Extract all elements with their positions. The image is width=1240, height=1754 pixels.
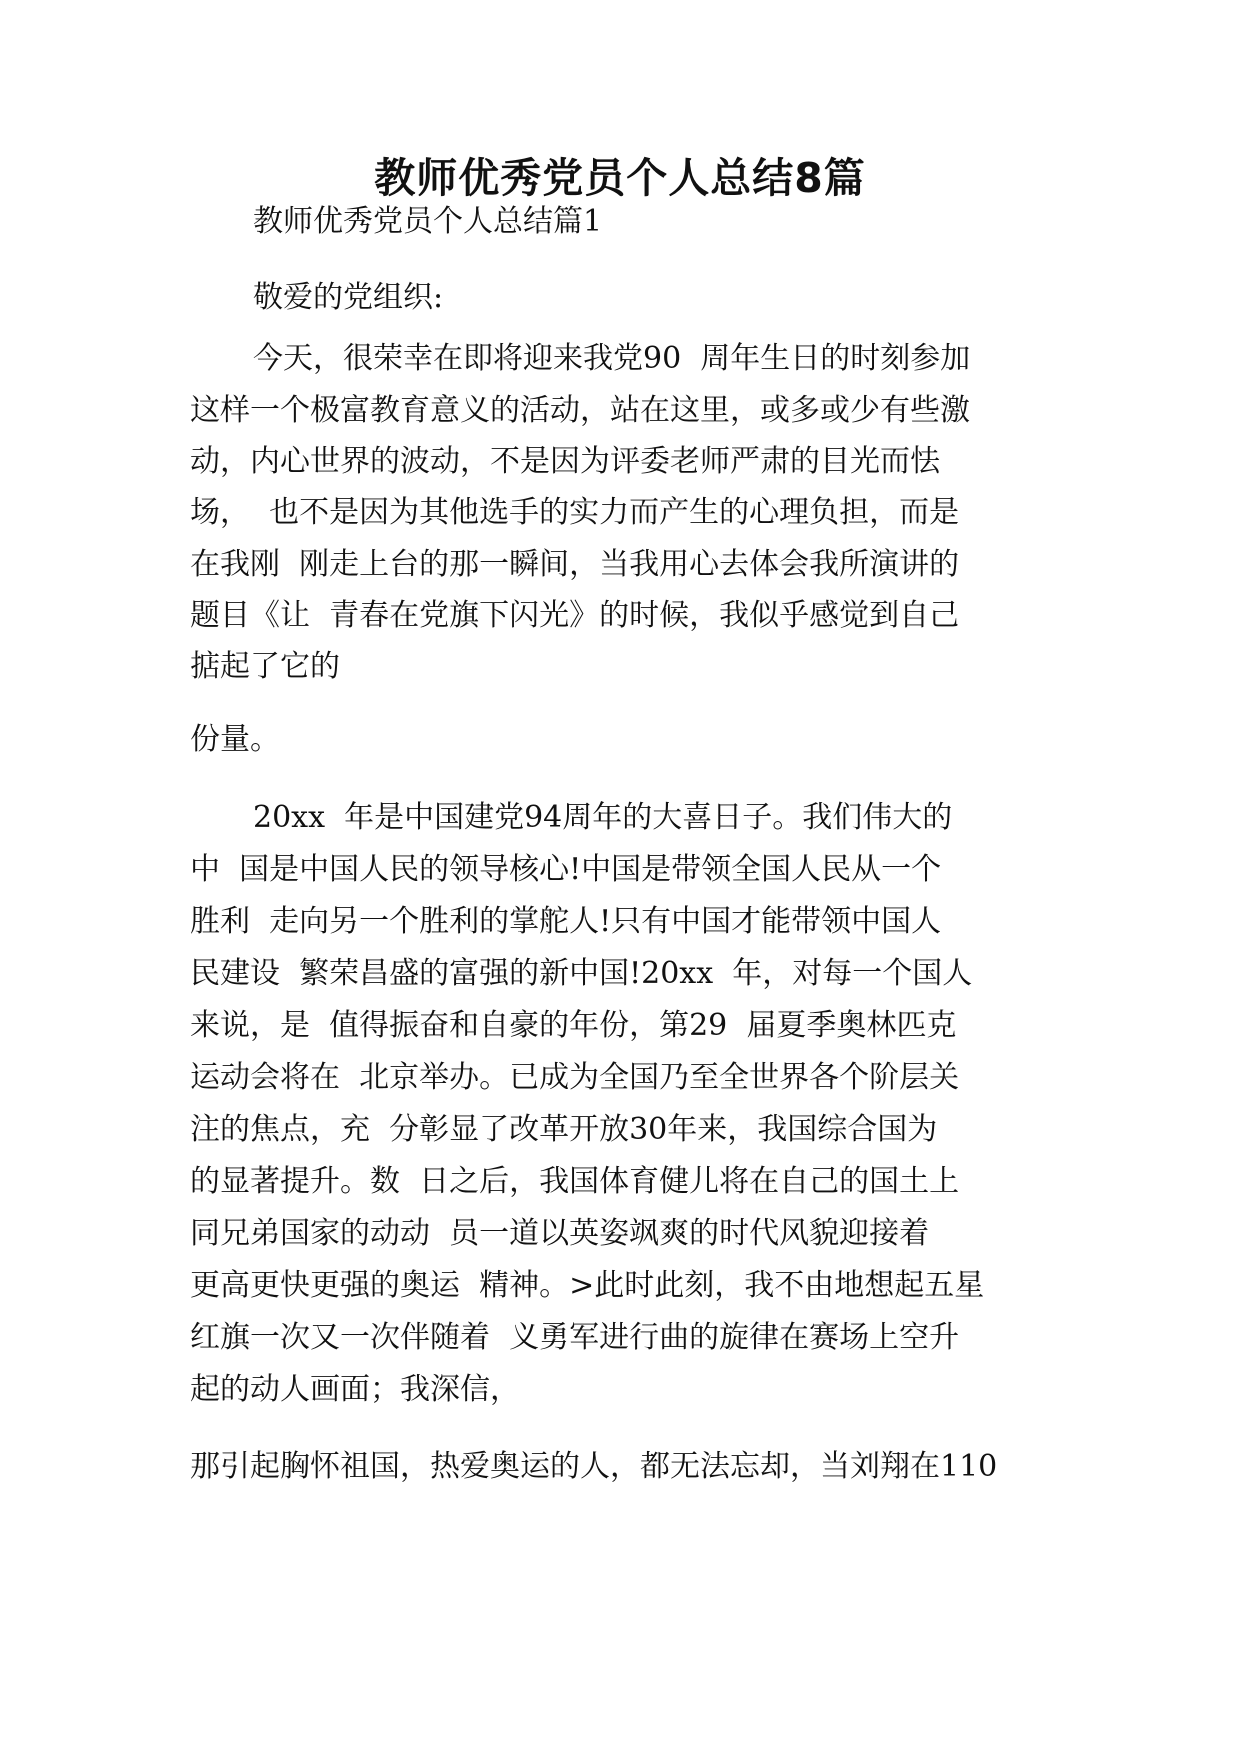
paragraph-line: 份量。 [190,722,280,757]
paragraph-line: 这样一个极富教育意义的活动，站在这里，或多或少有些激 [190,393,970,428]
paragraph-line: 运动会将在 北京举办。已成为全国乃至全世界各个阶层关 [190,1060,960,1095]
paragraph-line: 题目《让 青春在党旗下闪光》的时候，我似乎感觉到自己 [190,598,960,633]
paragraph-line: 红旗一次又一次伴随着 义勇军进行曲的旋律在赛场上空升 [190,1320,960,1355]
paragraph-line: 更高更快更强的奥运 精神。>此时此刻，我不由地想起五星 [190,1268,985,1303]
section-heading: 教师优秀党员个人总结篇1 [253,204,603,239]
paragraph-line: 胜利 走向另一个胜利的掌舵人!只有中国才能带领中国人 [190,904,942,939]
document-title: 教师优秀党员个人总结8篇 [374,154,866,202]
paragraph-line: 动，内心世界的波动，不是因为评委老师严肃的目光而怯 [190,444,940,479]
paragraph-line: 同兄弟国家的动动 员一道以英姿飒爽的时代风貌迎接着 [190,1216,930,1251]
paragraph-line: 民建设 繁荣昌盛的富强的新中国!20xx 年，对每一个国人 [190,956,973,991]
paragraph-line: 今天，很荣幸在即将迎来我党90 周年生日的时刻参加 [253,341,971,376]
paragraph-line: 来说，是 值得振奋和自豪的年份，第29 届夏季奥林匹克 [190,1008,957,1043]
paragraph-line: 起的动人画面；我深信， [190,1372,520,1407]
paragraph-line: 掂起了它的 [190,649,340,684]
salutation: 敬爱的党组织: [253,280,444,315]
paragraph-line: 场， 也不是因为其他选手的实力而产生的心理负担，而是 [190,495,960,530]
paragraph-line: 在我刚 刚走上台的那一瞬间，当我用心去体会我所演讲的 [190,547,960,582]
paragraph-line: 中 国是中国人民的领导核心!中国是带领全国人民从一个 [190,852,942,887]
paragraph-line: 20xx 年是中国建党94周年的大喜日子。我们伟大的 [253,800,953,835]
paragraph-line: 注的焦点，充 分彰显了改革开放30年来，我国综合国为 [190,1112,938,1147]
paragraph-3: 那引起胸怀祖国，热爱奥运的人，都无法忘却，当刘翔在110 [190,1449,998,1484]
paragraph-line: 的显著提升。数 日之后，我国体育健儿将在自己的国土上 [190,1164,960,1199]
